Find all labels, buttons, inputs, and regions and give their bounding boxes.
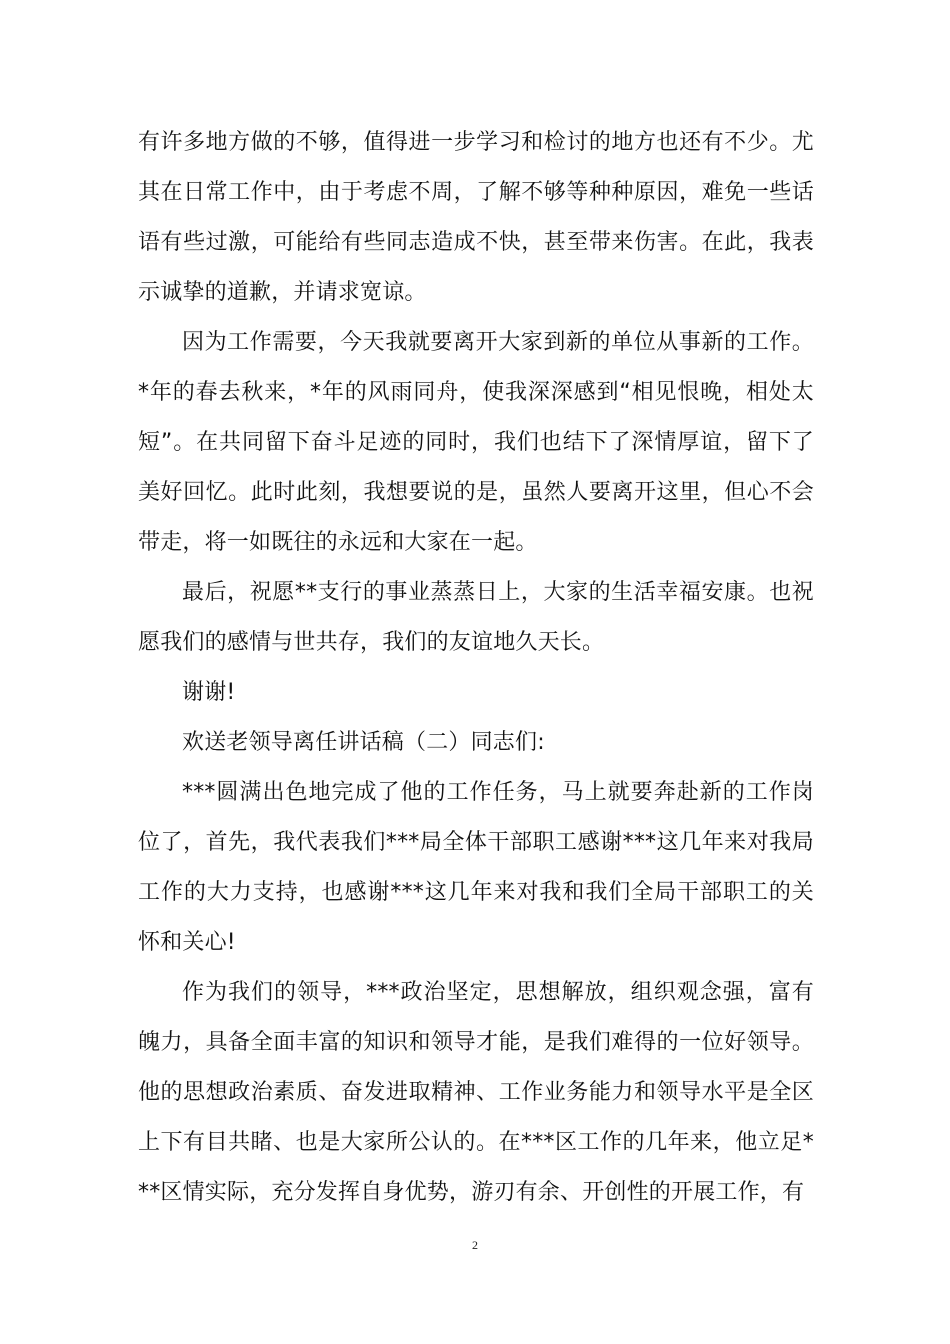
body-text <box>138 118 814 1218</box>
paragraph-3: 最后，祝愿**支行的事业蒸蒸日上，大家的生活幸福安康。也祝愿我们的感情与世共存，我们的友谊地久天长。 <box>138 580 814 655</box>
paragraph-1: 有许多地方做的不够，值得进一步学习和检讨的地方也还有不少。尤其在日常工作中，由于考虑不周，了解不够等种种原因，难免一些话语有些过激，可能给有些同志造成不快，甚至带来伤害。在此，我表示诚挚的道歉，并请求宽谅。 <box>138 130 814 305</box>
section-heading: 欢送老领导离任讲话稿（二）同志们: <box>182 730 545 755</box>
paragraph-5: ***圆满出色地完成了他的工作任务，马上就要奔赴新的工作岗位了，首先，我代表我们***局全体干部职工感谢***这几年来对我局工作的大力支持，也感谢***这几年来对我和我们全局干部职工的关怀和关心! <box>138 780 814 955</box>
paragraph-4: 谢谢! <box>182 680 236 705</box>
paragraph-6: 作为我们的领导，***政治坚定，思想解放，组织观念强，富有魄力，具备全面丰富的知识和领导才能，是我们难得的一位好领导。他的思想政治素质、奋发进取精神、工作业务能力和领导水平是全区上下有目共睹、也是大家所公认的。在***区工作的几年来，他立足***区情实际，充分发挥自身优势，游刃有余、开创性的开展工作，有 <box>138 980 814 1205</box>
page-number: 2 <box>472 1238 478 1252</box>
paragraph-2: 因为工作需要，今天我就要离开大家到新的单位从事新的工作。*年的春去秋来，*年的风雨同舟，使我深深感到“相见恨晚，相处太短”。在共同留下奋斗足迹的同时，我们也结下了深情厚谊，留下了美好回忆。此时此刻，我想要说的是，虽然人要离开这里，但心不会带走，将一如既往的永远和大家在一起。 <box>138 330 814 555</box>
